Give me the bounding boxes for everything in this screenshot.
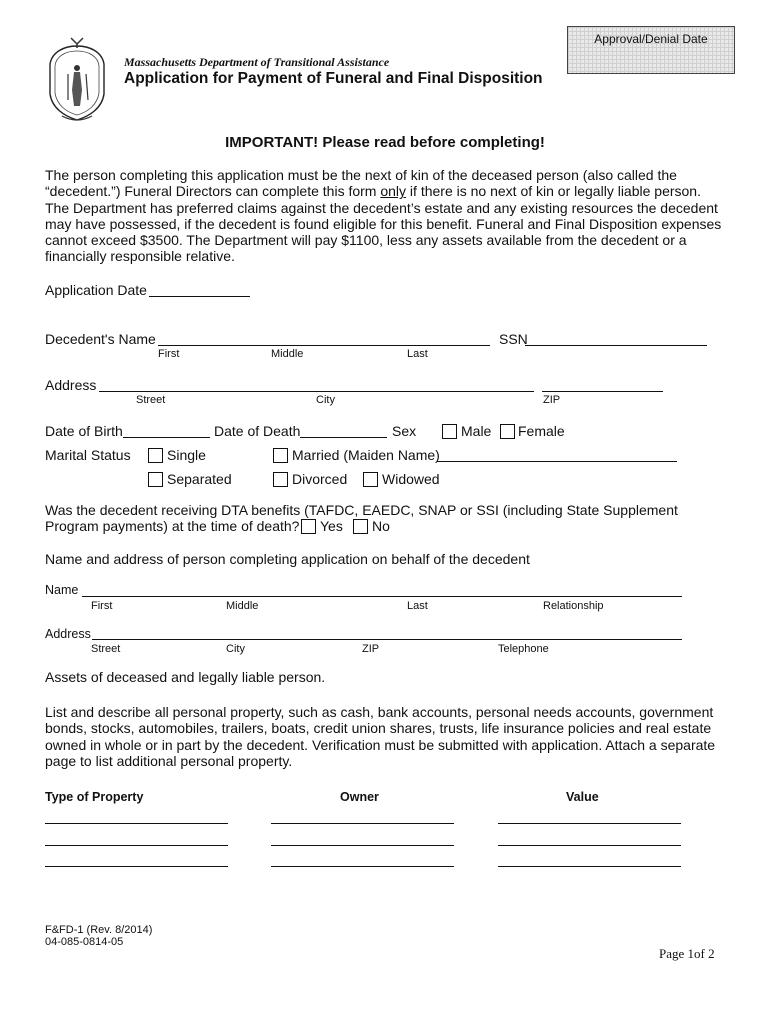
intro-line: cannot exceed $3500. The Department will pay $1100, less any assets available from the decedent or a [45, 232, 687, 249]
completer-street-caption: Street [91, 643, 121, 655]
male-checkbox[interactable] [442, 424, 457, 439]
completer-address-field[interactable] [92, 639, 682, 640]
completer-city-caption: City [226, 643, 245, 655]
intro-underlined-word: only [380, 183, 407, 200]
completer-first-caption: First [91, 600, 113, 612]
male-label: Male [461, 423, 492, 439]
date-of-birth-label: Date of Birth [45, 423, 123, 439]
intro-line: financially responsible relative. [45, 248, 235, 265]
property-value-field[interactable] [498, 866, 681, 867]
widowed-label: Widowed [382, 471, 440, 487]
intro-text: “decedent.”) Funeral Directors can complete this form [45, 183, 381, 200]
date-of-death-field[interactable] [300, 437, 387, 438]
decedents-name-label: Decedent's Name [45, 331, 156, 347]
dta-yes-label: Yes [320, 518, 343, 534]
intro-line: may have possessed, if the decedent is found eligible for this benefit. Funeral and Final Disposition expenses [45, 215, 722, 232]
single-checkbox[interactable] [148, 448, 163, 463]
completer-address-label: Address [45, 627, 91, 641]
approval-date-label: Approval/Denial Date [594, 32, 708, 46]
dta-question-line1: Was the decedent receiving DTA benefits (TAFDC, EAEDC, SNAP or SSI (including State Supplement [45, 502, 678, 518]
divorced-checkbox[interactable] [273, 472, 288, 487]
property-type-field[interactable] [45, 823, 228, 824]
married-label: Married (Maiden Name) [292, 447, 440, 463]
female-checkbox[interactable] [500, 424, 515, 439]
middle-caption: Middle [271, 348, 304, 360]
property-value-field[interactable] [498, 845, 681, 846]
separated-label: Separated [167, 471, 232, 487]
massachusetts-seal-icon [44, 34, 110, 122]
date-of-death-label: Date of Death [214, 423, 301, 439]
application-date-field[interactable] [149, 296, 250, 297]
dta-no-checkbox[interactable] [353, 519, 368, 534]
sex-label: Sex [392, 423, 417, 439]
completer-last-caption: Last [407, 600, 428, 612]
maiden-name-field[interactable] [437, 461, 677, 462]
dta-question-line2: Program payments) at the time of death? [45, 518, 300, 534]
last-caption: Last [407, 348, 428, 360]
address-field[interactable] [99, 391, 534, 392]
street-caption: Street [136, 394, 166, 406]
assets-line: page to list additional personal property. [45, 752, 293, 769]
intro-line: The Department has preferred claims against the decedent’s estate and any existing resources the decedent [45, 199, 718, 216]
assets-line: bonds, stocks, automobiles, trailers, boats, credit union shares, trusts, life insurance policies and real estate [45, 720, 712, 737]
approval-date-box[interactable] [567, 26, 735, 74]
intro-paragraph [45, 167, 745, 265]
first-caption: First [158, 348, 180, 360]
property-owner-field[interactable] [271, 866, 454, 867]
widowed-checkbox[interactable] [363, 472, 378, 487]
type-of-property-header: Type of Property [45, 790, 144, 804]
city-caption: City [316, 394, 335, 406]
form-title: Application for Payment of Funeral and Final Disposition [124, 70, 543, 87]
zip-field[interactable] [542, 391, 663, 392]
dta-yes-checkbox[interactable] [301, 519, 316, 534]
completer-name-label: Name [45, 583, 79, 597]
date-of-birth-field[interactable] [123, 437, 210, 438]
intro-line: The person completing this application must be the next of kin of the deceased person (also called the [45, 167, 677, 183]
married-checkbox[interactable] [273, 448, 288, 463]
assets-heading: Assets of deceased and legally liable person. [45, 669, 326, 685]
completer-heading: Name and address of person completing application on behalf of the decedent [45, 551, 530, 567]
divorced-label: Divorced [292, 471, 348, 487]
owner-header: Owner [340, 790, 379, 804]
completer-relationship-caption: Relationship [543, 600, 604, 612]
form-id: F&FD-1 (Rev. 8/2014) [45, 924, 153, 936]
form-code: 04-085-0814-05 [45, 936, 124, 948]
application-date-label: Application Date [45, 282, 147, 298]
single-label: Single [167, 447, 206, 463]
assets-line: owned in whole or in part by the decedent. Verification must be submitted with application. Attach a separate [45, 736, 716, 753]
page-number: Page 1of 2 [659, 946, 715, 961]
ssn-field[interactable] [525, 345, 707, 346]
assets-paragraph [45, 704, 745, 769]
important-heading: IMPORTANT! Please read before completing! [225, 134, 545, 151]
intro-line [45, 183, 745, 199]
assets-line: List and describe all personal property, such as cash, bank accounts, personal needs accounts, government [45, 704, 714, 720]
female-label: Female [518, 423, 565, 439]
address-label: Address [45, 377, 97, 393]
completer-middle-caption: Middle [226, 600, 259, 612]
property-value-field[interactable] [498, 823, 681, 824]
property-type-field[interactable] [45, 845, 228, 846]
completer-name-field[interactable] [82, 596, 682, 597]
decedents-name-field[interactable] [158, 345, 490, 346]
property-owner-field[interactable] [271, 823, 454, 824]
value-header: Value [566, 790, 599, 804]
completer-zip-caption: ZIP [362, 643, 380, 655]
completer-telephone-caption: Telephone [498, 643, 549, 655]
intro-text: if there is no next of kin or legally liable person. [406, 183, 701, 200]
dta-no-label: No [372, 518, 390, 534]
zip-caption: ZIP [543, 394, 561, 406]
marital-status-label: Marital Status [45, 447, 131, 463]
property-type-field[interactable] [45, 866, 228, 867]
property-owner-field[interactable] [271, 845, 454, 846]
separated-checkbox[interactable] [148, 472, 163, 487]
ssn-label: SSN [499, 331, 528, 347]
agency-name: Massachusetts Department of Transitional Assistance [124, 55, 390, 69]
